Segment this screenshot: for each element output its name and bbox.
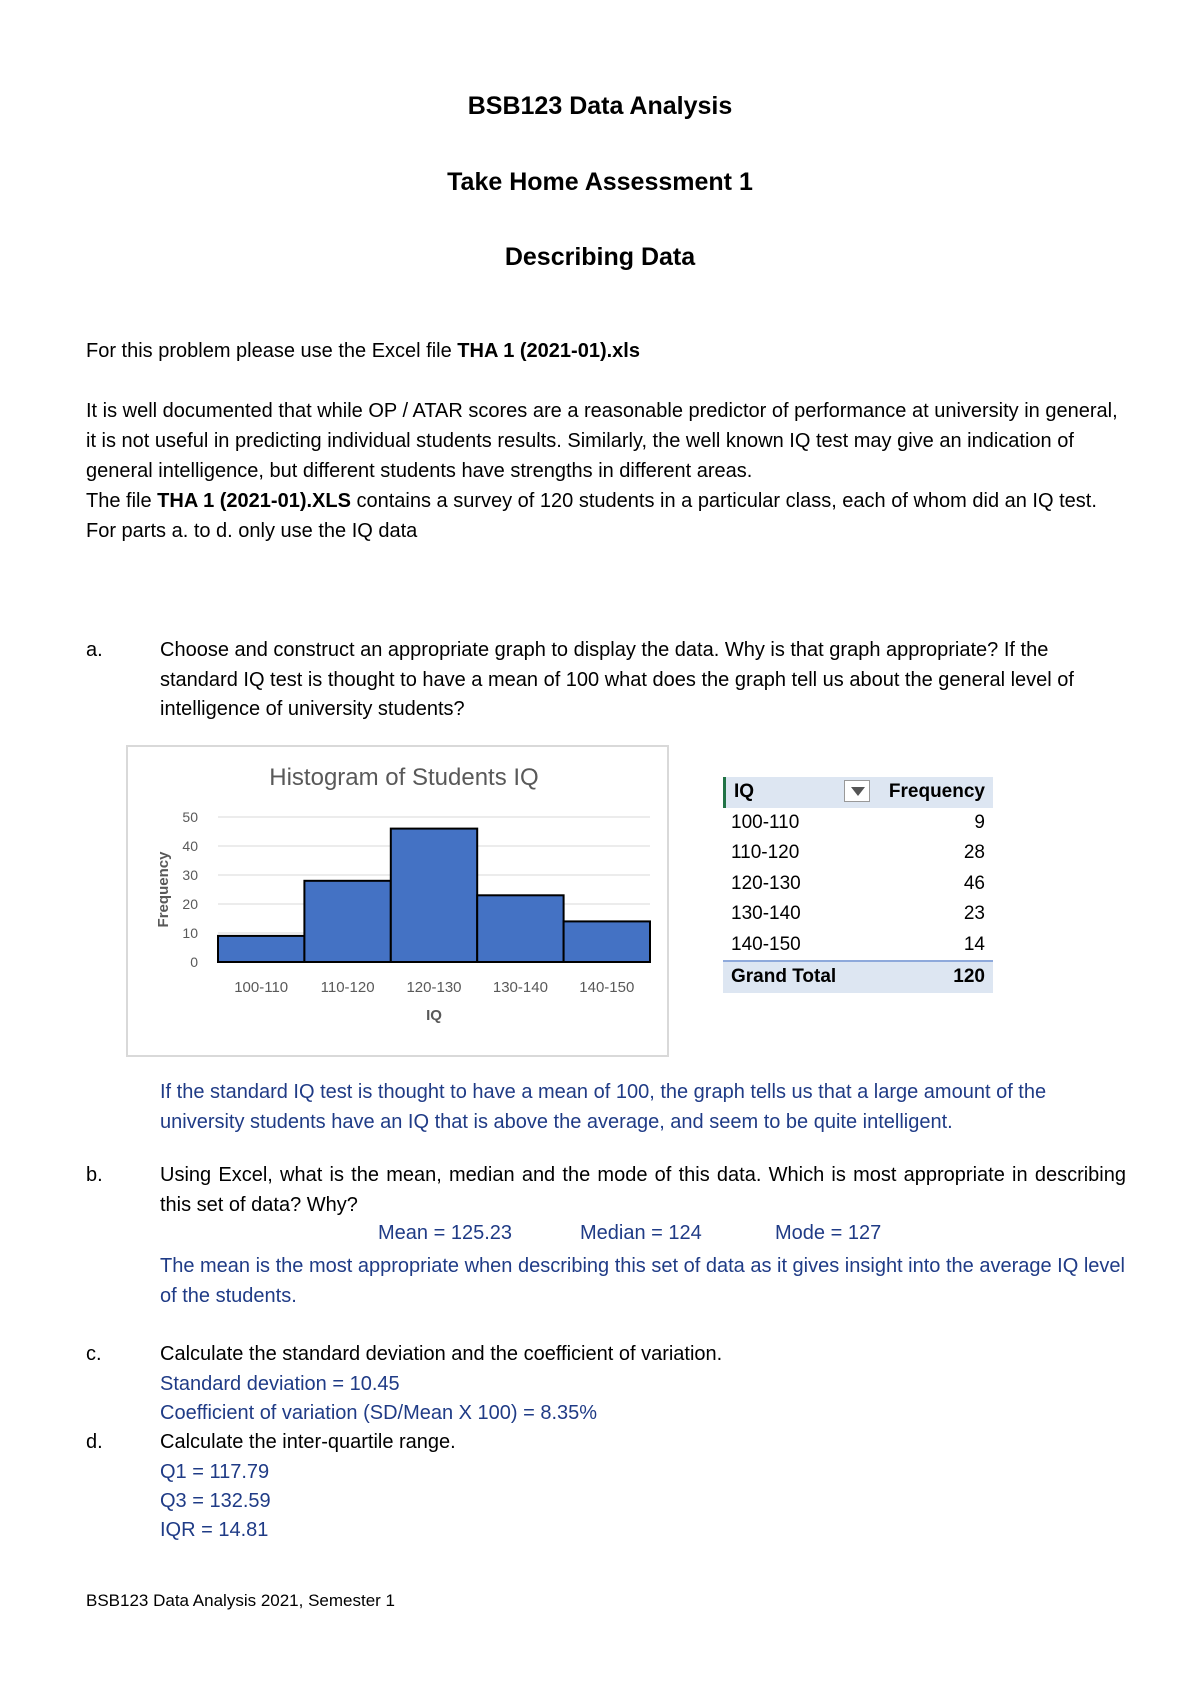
- answer-a: If the standard IQ test is thought to have a mean of 100, the graph tells us that a large amount of the university students have an IQ that is above the average, and seem to be quite intelligent.: [160, 1081, 1047, 1133]
- pivot-col1-header: IQ: [734, 781, 755, 802]
- pivot-row-range: 100-110: [731, 811, 800, 833]
- pivot-col2-header: Frequency: [888, 781, 985, 802]
- pivot-total-label: Grand Total: [731, 966, 837, 987]
- question-c-text: Calculate the standard deviation and the coefficient of variation.: [160, 1343, 723, 1365]
- question-a-text: Choose and construct an appropriate graph to display the data. Why is that graph appropriate? If the standard IQ test is thought to have a mean of 100 what does the graph tell us about the general level of intelligence of university students?: [160, 639, 1074, 720]
- pivot-row: [723, 869, 993, 900]
- pivot-row-range: 120-130: [731, 872, 801, 894]
- x-tick-label: 100-110: [234, 979, 289, 996]
- pivot-header-row: [723, 777, 993, 808]
- chart-title: Histogram of Students IQ: [269, 764, 539, 791]
- intro-para2: [86, 486, 1126, 516]
- pivot-row-range: 140-150: [731, 933, 801, 955]
- stat-mode: Mode = 127: [775, 1222, 882, 1244]
- intro-file-prefix: For this problem please use the Excel file: [86, 340, 458, 362]
- y-tick-label: 40: [182, 838, 198, 854]
- histogram-chart: [126, 745, 669, 1057]
- topic-title: Describing Data: [504, 243, 696, 271]
- question-c-label: c.: [86, 1343, 102, 1365]
- intro-file-name-upper: THA 1 (2021-01).XLS: [157, 490, 351, 512]
- pivot-table: [723, 777, 993, 993]
- question-d-label: d.: [86, 1431, 103, 1453]
- histogram-svg: [128, 747, 667, 1055]
- intro-para2-suffix: contains a survey of 120 students in a particular class, each of whom did an IQ test.: [350, 490, 1097, 512]
- pivot-row: [723, 808, 993, 839]
- pivot-row-frequency: 28: [963, 842, 985, 863]
- pivot-row-frequency: 46: [963, 872, 985, 894]
- histogram-bar: [564, 921, 650, 962]
- answer-c-sd: Standard deviation = 10.45: [160, 1373, 400, 1395]
- question-a-label: a.: [86, 639, 103, 661]
- pivot-rows: [723, 808, 993, 961]
- x-tick-label: 110-120: [320, 979, 375, 996]
- stat-mean: Mean = 125.23: [378, 1222, 512, 1244]
- intro-file-name: THA 1 (2021-01).xls: [457, 340, 640, 362]
- pivot-row: [723, 930, 993, 961]
- y-tick-label: 20: [182, 896, 198, 912]
- histogram-bar: [477, 895, 563, 962]
- page-footer: BSB123 Data Analysis 2021, Semester 1: [86, 1591, 396, 1610]
- intro-para2-prefix: The file: [86, 490, 158, 512]
- intro-paragraph: [86, 396, 1126, 546]
- pivot-row-range: 130-140: [731, 903, 801, 924]
- pivot-row: [723, 838, 993, 869]
- x-tick-label: 120-130: [406, 979, 462, 996]
- pivot-row-frequency: 23: [963, 903, 985, 924]
- histogram-bar: [304, 881, 390, 962]
- pivot-row-frequency: 9: [974, 811, 985, 833]
- y-tick-label: 30: [182, 867, 198, 883]
- answer-c-cv: Coefficient of variation (SD/Mean X 100) = 8.35%: [160, 1402, 598, 1424]
- question-d-text: Calculate the inter-quartile range.: [160, 1431, 456, 1453]
- answer-d-q1: Q1 = 117.79: [160, 1461, 270, 1483]
- x-tick-label: 140-150: [579, 979, 635, 996]
- answer-d-iqr: IQR = 14.81: [160, 1519, 269, 1541]
- course-title: BSB123 Data Analysis: [467, 92, 733, 120]
- x-tick-label: 130-140: [492, 979, 548, 996]
- pivot-total-row: [723, 960, 993, 993]
- y-axis-label: Frequency: [155, 851, 172, 928]
- answer-d-q3: Q3 = 132.59: [160, 1490, 271, 1512]
- x-axis-label: IQ: [426, 1007, 442, 1024]
- filter-dropdown-icon[interactable]: [844, 780, 870, 802]
- histogram-bar: [391, 829, 477, 962]
- stat-median: Median = 124: [580, 1222, 702, 1244]
- y-tick-label: 0: [190, 954, 198, 970]
- histogram-bar: [218, 936, 304, 962]
- pivot-row: [723, 899, 993, 930]
- answer-b: The mean is the most appropriate when describing this set of data as it gives insight into the average IQ level of the students.: [160, 1255, 1125, 1307]
- pivot-total-value: 120: [953, 966, 985, 987]
- intro-file-line: [86, 336, 1126, 366]
- y-tick-label: 10: [182, 925, 198, 941]
- intro-para1: It is well documented that while OP / ATAR scores are a reasonable predictor of performance at university in general, it is not useful in predicting individual students results. Similarly, the well known IQ test may give an indication of general intelligence, but different students have strengths in different areas.: [86, 400, 1118, 482]
- intro-para3: For parts a. to d. only use the IQ data: [86, 520, 418, 542]
- pivot-row-frequency: 14: [963, 933, 985, 955]
- question-b-label: b.: [86, 1164, 103, 1186]
- pivot-row-range: 110-120: [731, 842, 800, 863]
- question-b-text: Using Excel, what is the mean, median and the mode of this data. Which is most appropriate in describing this set of data? Why?: [160, 1164, 1126, 1216]
- assessment-title: Take Home Assessment 1: [447, 168, 753, 196]
- y-tick-label: 50: [182, 809, 198, 825]
